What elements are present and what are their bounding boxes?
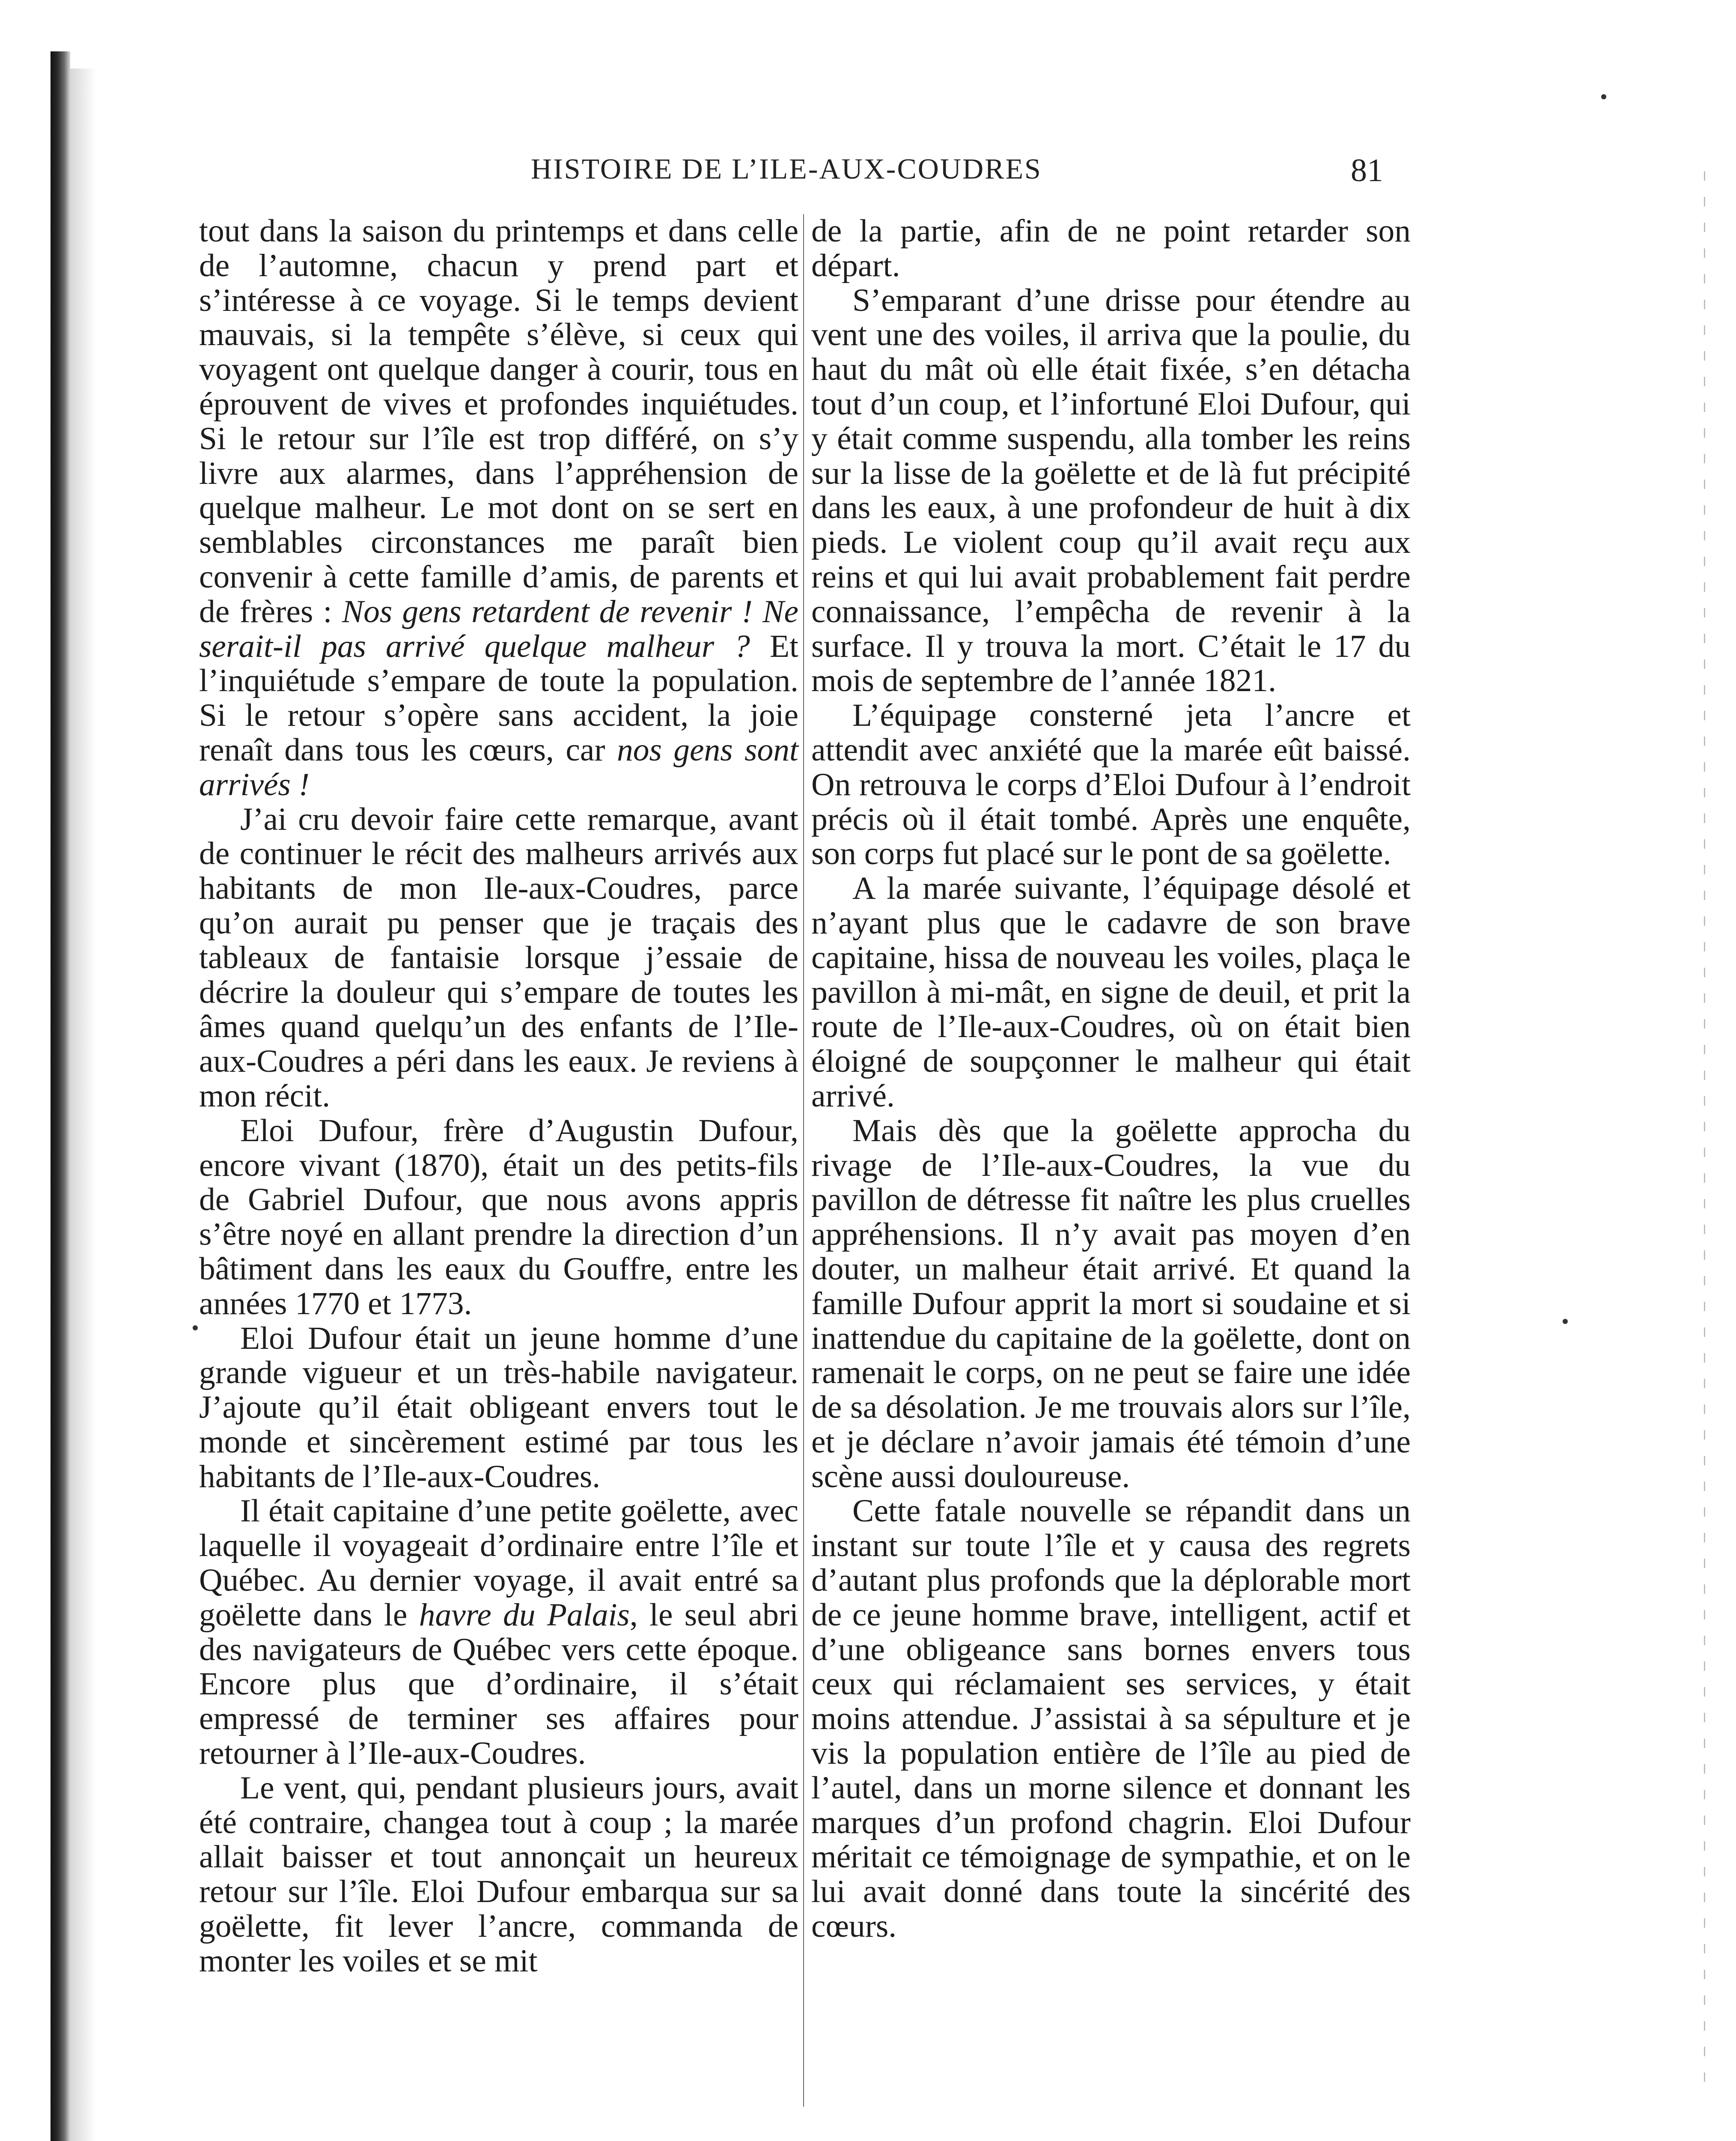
- paragraph: S’emparant d’une drisse pour étendre au vent une des voiles, il arriva que la poulie, du haut du mât où elle était fixée, s’en détacha tout d’un coup, et l’infortuné Eloi Dufour, qui y était comme suspendu, alla tomber les reins sur la lisse de la goëlette et de là fut précipité dans les eaux, à une profondeur de huit à dix pieds. Le violent coup qu’il avait reçu aux reins et qui lui avait probablement fait perdre connaissance, l’empêcha de revenir à la surface. Il y trouva la mort. C’était le 17 du mois de septembre de l’année 1821.: [811, 282, 1411, 699]
- paragraph: Il était capitaine d’une petite goëlette, avec laquelle il voyageait d’ordinaire entre l’île et Québec. Au dernier voyage, il avait entré sa goëlette dans le havre du Palais, le seul abri des navigateurs de Québec vers cette époque. Encore plus que d’ordinaire, il s’était empressé de terminer ses affaires pour retourner à l’Ile-aux-Coudres.: [199, 1493, 799, 1771]
- paragraph: J’ai cru devoir faire cette remarque, avant de continuer le récit des malheurs arrivés aux habitants de mon Ile-aux-Coudres, parce qu’on aurait pu penser que je traçais des tableaux de fantaisie lorsque j’essaie de décrire la douleur qui s’empare de toutes les âmes quand quelqu’un des enfants de l’Ile-aux-Coudres a péri dans les eaux. Je reviens à mon récit.: [199, 801, 798, 1114]
- scan-speck: [193, 1325, 198, 1330]
- scan-binding-edge: [51, 51, 70, 2141]
- paragraph: Le vent, qui, pendant plusieurs jours, avait été contraire, changea tout à coup ; la marée allait baisser et tout annonçait un heureux retour sur l’île. Eloi Dufour embarqua sur sa goëlette, fit lever l’ancre, commanda de monter les voiles et se mit: [199, 1770, 798, 1979]
- column-divider: [803, 214, 804, 2107]
- page-number: 81: [1351, 152, 1383, 188]
- paragraph: L’équipage consterné jeta l’ancre et attendit avec anxiété que la marée eût baissé. On retrouva le corps d’Eloi Dufour à l’endroit précis où il était tombé. Après une enquête, son corps fut placé sur le pont de sa goëlette.: [811, 698, 1411, 872]
- paragraph: Eloi Dufour était un jeune homme d’une grande vigueur et un très-habile navigateur. J’ajoute qu’il était obligeant envers tout le monde et sincèrement estimé par tous les habitants de l’Ile-aux-Coudres.: [199, 1320, 798, 1494]
- left-column: [199, 214, 798, 1979]
- paragraph: Cette fatale nouvelle se répandit dans un instant sur toute l’île et y causa des regrets d’autant plus profonds que la déplorable mort de ce jeune homme brave, intelligent, actif et d’une obligeance sans bornes envers tous ceux qui réclamaient ses services, y était moins attendue. J’assistai à sa sépulture et je vis la population entière de l’île au pied de l’autel, dans un morne silence et donnant les marques d’un profond chagrin. Eloi Dufour méritait ce témoignage de sympathie, et on le lui avait donné dans toute la sincérité des cœurs.: [811, 1493, 1411, 1944]
- paragraph: tout dans la saison du printemps et dans celle de l’automne, chacun y prend part et s’intéresse à ce voyage. Si le temps devient mauvais, si la tempête s’élève, si ceux qui voyagent ont quelque danger à courir, tous en éprouvent de vives et profondes inquiétudes. Si le retour sur l’île est trop différé, on s’y livre aux alarmes, dans l’appréhension de quelque malheur. Le mot dont on se sert en semblables circonstances me paraît bien convenir à cette famille d’amis, de parents et de frères : Nos gens retardent de revenir ! Ne serait-il pas arrivé quelque malheur ? Et l’inquiétude s’empare de toute la population. Si le retour s’opère sans accident, la joie renaît dans tous les cœurs, car nos gens sont arrivés !: [199, 213, 798, 802]
- scan-right-edge: [1704, 171, 1705, 2098]
- scan-speck: [1601, 94, 1606, 99]
- scan-shadow: [70, 69, 96, 2141]
- running-title: HISTOIRE DE L’ILE-AUX-COUDRES: [531, 152, 1042, 185]
- right-column: [811, 214, 1411, 1944]
- paragraph: Mais dès que la goëlette approcha du rivage de l’Ile-aux-Coudres, la vue du pavillon de détresse fit naître les plus cruelles appréhensions. Il n’y avait pas moyen d’en douter, un malheur était arrivé. Et quand la famille Dufour apprit la mort si soudaine et si inattendue du capitaine de la goëlette, dont on ramenait le corps, on ne peut se faire une idée de sa désolation. Je me trouvais alors sur l’île, et je déclare n’avoir jamais été témoin d’une scène aussi douloureuse.: [811, 1112, 1411, 1494]
- paragraph: Eloi Dufour, frère d’Augustin Dufour, encore vivant (1870), était un des petits-fils de Gabriel Dufour, que nous avons appris s’être noyé en allant prendre la direction d’un bâtiment dans les eaux du Gouffre, entre les années 1770 et 1773.: [199, 1112, 798, 1321]
- scan-speck: [1563, 1319, 1568, 1324]
- paragraph: de la partie, afin de ne point retarder son départ.: [811, 213, 1411, 283]
- paragraph: A la marée suivante, l’équipage désolé et n’ayant plus que le cadavre de son brave capitaine, hissa de nouveau les voiles, plaça le pavillon à mi-mât, en signe de deuil, et prit la route de l’Ile-aux-Coudres, où on était bien éloigné de soupçonner le malheur qui était arrivé.: [811, 871, 1411, 1114]
